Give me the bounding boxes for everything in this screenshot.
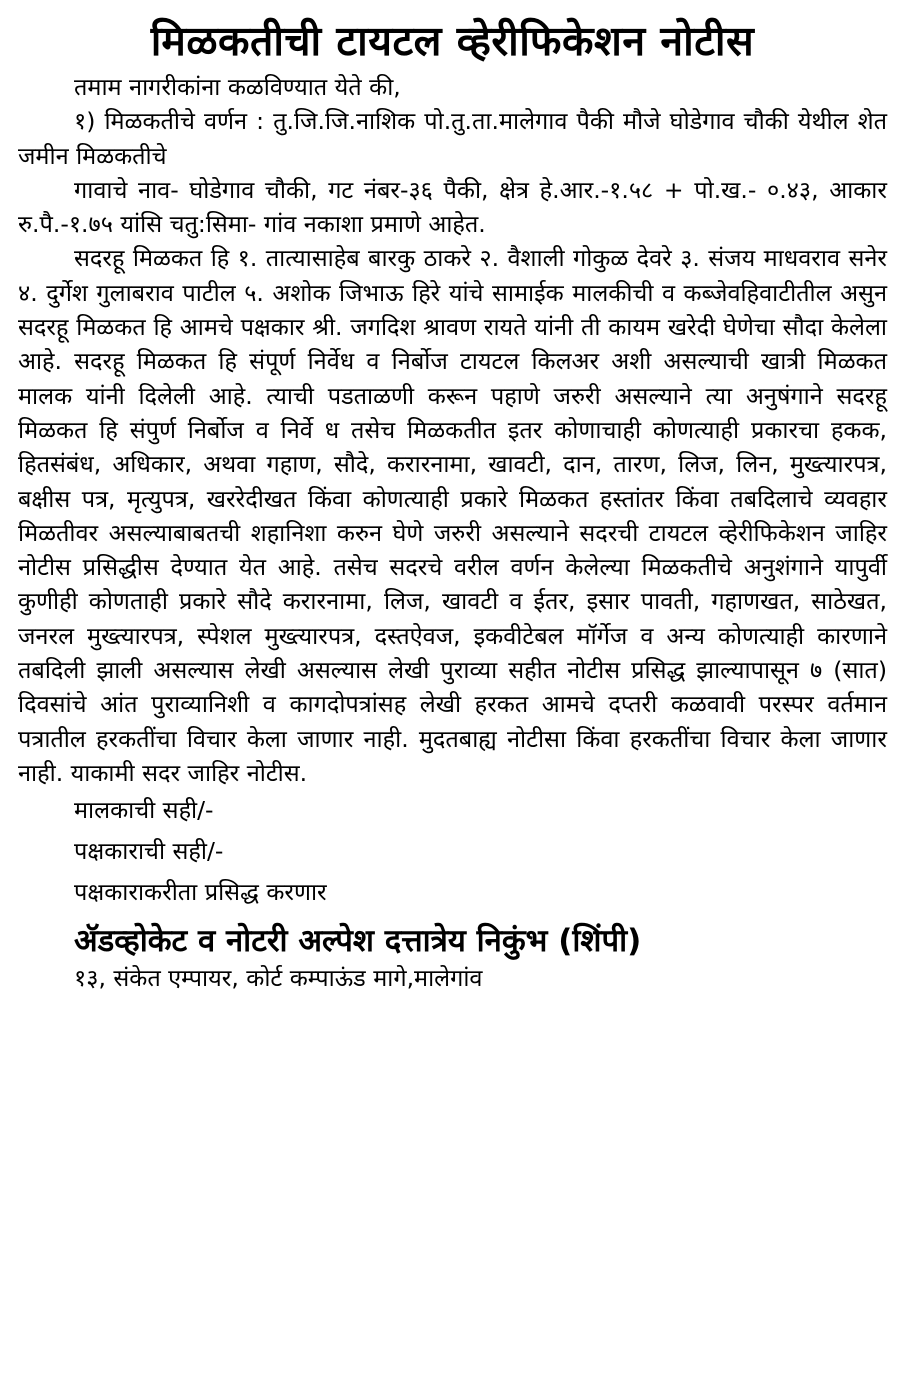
greeting-line: तमाम नागरीकांना कळविण्यात येते की, xyxy=(74,73,401,101)
notice-body xyxy=(18,70,887,913)
main-paragraph: सदरहू मिळकत हि १. तात्यासाहेब बारकु ठाकरे २. वैशाली गोकुळ देवरे ३. संजय माधवराव सनेर ४. दुर्गेश गुलाबराव पाटील ५. अशोक जिभाऊ हिरे यांचे सामाईक मालकीची व कब्जेवहिवाटीतील असुन सदरहू मिळकत हि आमचे पक्षकार श्री. जगदिश श्रावण रायते यांनी ती कायम खरेदी घेणेचा सौदा केलेला आहे. सदरहू मिळकत हि संपूर्ण निर्वेध व निर्बोज टायटल किलअर अशी असल्याची खात्री मिळकत मालक यांनी दिलेली आहे. त्याची पडताळणी करून पहाणे जरुरी असल्याने त्या अनुषंगाने सदरहू मिळकत हि संपुर्ण निर्बोज व निर्वे ध तसेच मिळकतीत इतर कोणाचाही कोणत्याही प्रकारचा हकक, हितसंबंध, अधिकार, अथवा गहाण, सौदे, करारनामा, खावटी, दान, तारण, लिज, लिन, मुख्त्यारपत्र, बक्षीस पत्र, मृत्युपत्र, खररेदीखत किंवा कोणत्याही प्रकारे मिळकत हस्तांतर किंवा तबदिलाचे व्यवहार मिळतीवर असल्याबाबतची शहानिशा करुन घेणे जरुरी असल्याने सदरची टायटल व्हेरीफिकेशन जाहिर नोटीस प्रसिद्धीस देण्यात येत आहे. तसेच सदरचे वरील वर्णन केलेल्या मिळकतीचे अनुशंगाने यापुर्वी कुणीही कोणताही प्रकारे सौदे करारनामा, लिज, खावटी व ईतर, इसार पावती, गहाणखत, साठेखत, जनरल मुख्त्यारपत्र, स्पेशल मुख्त्यारपत्र, दस्तऐवज, इकवीटेबल मॉर्गेज व अन्य कोणत्याही कारणाने तबदिली झाली असल्यास लेखी असल्यास लेखी पुराव्या सहीत नोटीस प्रसिद्ध झाल्यापासून ७ (सात) दिवसांचे आंत पुराव्यानिशी व कागदोपत्रांसह लेखी हरकत आमचे दप्तरी कळवावी परस्पर वर्तमान पत्रातील हरकतींचा विचार केला जाणार नाही. मुदतबाह्य नोटीसा किंवा हरकतींचा विचार केला जाणार नाही. याकामी सदर जाहिर नोटीस. xyxy=(18,244,887,787)
advocate-name: ॲडव्होकेट व नोटरी अल्पेश दत्तात्रेय निकुंभ (शिंपी) xyxy=(74,923,642,960)
property-description: १) मिळकतीचे वर्णन : तु.जि.जि.नाशिक पो.तु.ता.मालेगाव पैकी मौजे घोडेगाव चौकी येथील शेत जमीन मिळकतीचे xyxy=(18,107,887,170)
notice-title: मिळकतीची टायटल व्हेरीफिकेशन नोटीस xyxy=(150,17,755,65)
village-details: गावाचे नाव- घोडेगाव चौकी, गट नंबर-३६ पैकी, क्षेत्र हे.आर.-१.५८ + पो.ख.- ०.४३, आकार रु.पै.-१.७५ यांसि चतु:सिमा- गांव नकाशा प्रमाणे आहेत. xyxy=(18,175,887,239)
publisher-line: पक्षकाराकरीता प्रसिद्ध करणार xyxy=(74,878,327,907)
party-signature: पक्षकाराची सही/- xyxy=(74,837,224,866)
owner-signature: मालकाची सही/- xyxy=(74,796,214,825)
advocate-address: १३, संकेत एम्पायर, कोर्ट कम्पाऊंड मागे,मालेगांव xyxy=(74,964,483,993)
